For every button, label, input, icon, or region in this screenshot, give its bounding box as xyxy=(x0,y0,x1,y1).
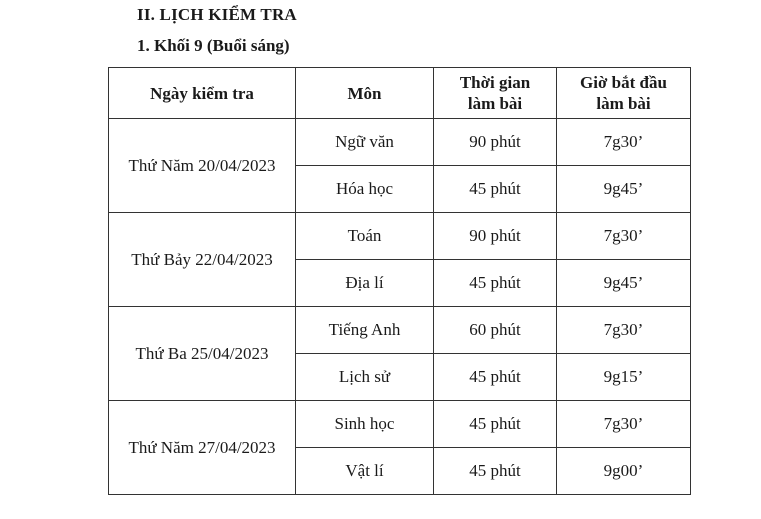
subject-cell: Địa lí xyxy=(296,260,434,307)
start-time-cell: 9g15’ xyxy=(557,354,691,401)
duration-cell: 45 phút xyxy=(434,260,557,307)
duration-cell: 90 phút xyxy=(434,119,557,166)
start-time-cell: 7g30’ xyxy=(557,213,691,260)
table-row xyxy=(109,401,691,448)
start-time-cell: 7g30’ xyxy=(557,401,691,448)
header-start-time xyxy=(557,68,691,119)
start-time-cell: 9g45’ xyxy=(557,260,691,307)
subject-cell: Lịch sử xyxy=(296,354,434,401)
subject-cell: Vật lí xyxy=(296,448,434,495)
table-row xyxy=(109,307,691,354)
header-date: Ngày kiểm tra xyxy=(109,68,296,119)
duration-cell: 60 phút xyxy=(434,307,557,354)
duration-cell: 90 phút xyxy=(434,213,557,260)
header-subject: Môn xyxy=(296,68,434,119)
header-start-line2: làm bài xyxy=(596,94,651,113)
header-start-line1: Giờ bắt đầu xyxy=(580,73,667,92)
table-row xyxy=(109,213,691,260)
table-row xyxy=(109,119,691,166)
subject-cell: Hóa học xyxy=(296,166,434,213)
exam-date-cell: Thứ Ba 25/04/2023 xyxy=(109,307,296,401)
header-duration xyxy=(434,68,557,119)
header-duration-line1: Thời gian xyxy=(459,73,531,92)
table-header-row xyxy=(109,68,691,119)
start-time-cell: 7g30’ xyxy=(557,119,691,166)
duration-cell: 45 phút xyxy=(434,166,557,213)
subject-cell: Tiếng Anh xyxy=(296,307,434,354)
exam-date-cell: Thứ Năm 27/04/2023 xyxy=(109,401,296,495)
start-time-cell: 7g30’ xyxy=(557,307,691,354)
duration-cell: 45 phút xyxy=(434,401,557,448)
header-duration-line2: làm bài xyxy=(467,94,523,113)
subject-cell: Ngữ văn xyxy=(296,119,434,166)
duration-cell: 45 phút xyxy=(434,354,557,401)
section-title: II. LỊCH KIỂM TRA xyxy=(137,5,297,24)
duration-cell: 45 phút xyxy=(434,448,557,495)
exam-date-cell: Thứ Bảy 22/04/2023 xyxy=(109,213,296,307)
exam-schedule-table xyxy=(108,67,691,495)
start-time-cell: 9g00’ xyxy=(557,448,691,495)
subsection-title: 1. Khối 9 (Buổi sáng) xyxy=(137,36,290,55)
exam-date-cell: Thứ Năm 20/04/2023 xyxy=(109,119,296,213)
subject-cell: Toán xyxy=(296,213,434,260)
subject-cell: Sinh học xyxy=(296,401,434,448)
start-time-cell: 9g45’ xyxy=(557,166,691,213)
